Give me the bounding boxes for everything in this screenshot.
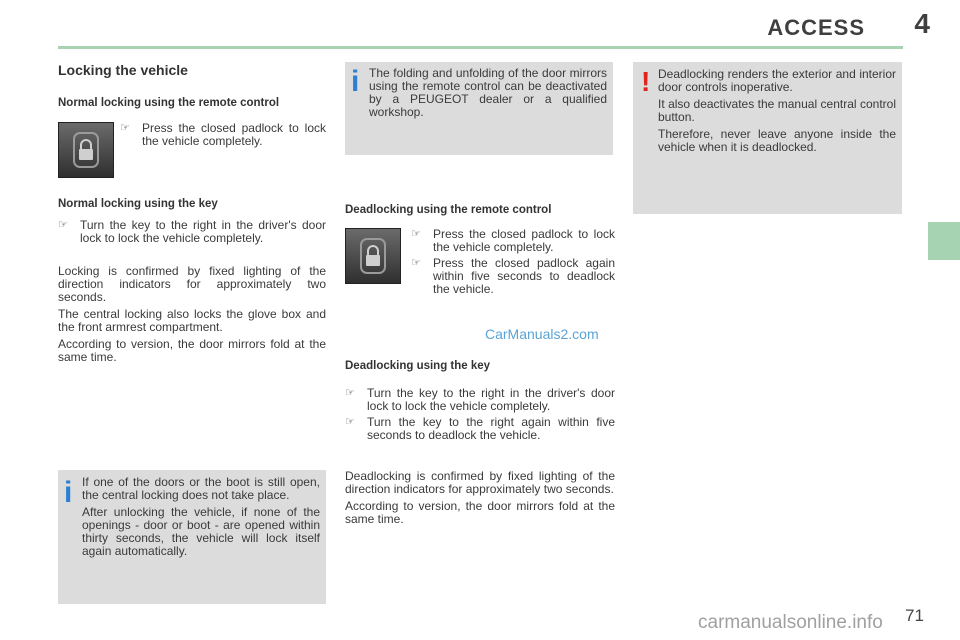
paragraph: Locking is confirmed by fixed lighting of the direction indicators for approximately two seconds. bbox=[58, 264, 326, 304]
warning-icon: ! bbox=[641, 66, 651, 97]
hand-pointer-icon: ☞ bbox=[411, 257, 421, 269]
list-item: ☞ Press the closed padlock to lock the vehicle completely. bbox=[411, 227, 615, 254]
list-item: ☞ Turn the key to the right in the driver's door lock to lock the vehicle completely. bbox=[345, 386, 615, 413]
chapter-side-tab bbox=[928, 222, 960, 260]
section-heading: Locking the vehicle bbox=[58, 62, 188, 78]
warning-text: Deadlocking renders the exterior and interior door controls inoperative. bbox=[658, 67, 896, 94]
info-icon: i bbox=[351, 65, 360, 98]
info-icon: i bbox=[64, 476, 73, 509]
chapter-title: ACCESS bbox=[767, 15, 865, 40]
list-item: ☞ Turn the key to the right in the driver's door lock to lock the vehicle completely. bbox=[58, 218, 326, 245]
hand-pointer-icon: ☞ bbox=[120, 122, 130, 134]
key-deadlocking-heading: Deadlocking using the key bbox=[345, 360, 491, 372]
remote-locking-heading: Normal locking using the remote control bbox=[58, 97, 280, 109]
list-item: ☞ Turn the key to the right again within five seconds to deadlock the vehicle. bbox=[345, 415, 615, 442]
key-locking-heading: Normal locking using the key bbox=[58, 198, 218, 210]
padlock-button-icon bbox=[58, 122, 114, 178]
list-item: ☞ Press the closed padlock again within five seconds to deadlock the vehicle. bbox=[411, 256, 615, 296]
hand-pointer-icon: ☞ bbox=[58, 219, 68, 231]
warning-box bbox=[633, 62, 902, 214]
warning-text: Therefore, never leave anyone inside the vehicle when it is deadlocked. bbox=[658, 127, 896, 154]
paragraph: Deadlocking is confirmed by fixed lighting of the direction indicators for approximately two seconds. bbox=[345, 469, 615, 496]
list-item: ☞ Press the closed padlock to lock the vehicle completely. bbox=[120, 122, 326, 175]
padlock-button-icon bbox=[345, 228, 401, 284]
hand-pointer-icon: ☞ bbox=[345, 387, 355, 399]
chapter-number: 4 bbox=[914, 8, 930, 39]
info-text: After unlocking the vehicle, if none of the openings - door or boot - are opened within thirty seconds, the vehicle will lock itself again automatically. bbox=[82, 505, 320, 558]
paragraph: The central locking also locks the glove box and the front armrest compartment. bbox=[58, 307, 326, 334]
hand-pointer-icon: ☞ bbox=[345, 416, 355, 428]
column-1 bbox=[58, 62, 326, 368]
paragraph: According to version, the door mirrors fold at the same time. bbox=[58, 337, 326, 364]
hand-pointer-icon: ☞ bbox=[411, 228, 421, 240]
warning-text: It also deactivates the manual central control button. bbox=[658, 97, 896, 124]
column-2 bbox=[345, 204, 615, 299]
column-2-key bbox=[345, 360, 615, 530]
header-divider bbox=[58, 46, 903, 49]
watermark-text: CarManuals2.com bbox=[485, 326, 599, 342]
info-text: The folding and unfolding of the door mirrors using the remote control can be deactivated by a PEUGEOT dealer or a qualified workshop. bbox=[369, 66, 607, 119]
paragraph: According to version, the door mirrors fold at the same time. bbox=[345, 499, 615, 526]
footer-watermark: carmanualsonline.info bbox=[698, 612, 883, 633]
info-text: If one of the doors or the boot is still open, the central locking does not take place. bbox=[82, 475, 320, 502]
page-number: 71 bbox=[905, 606, 924, 625]
info-box bbox=[58, 470, 326, 604]
info-box bbox=[345, 62, 613, 155]
remote-deadlocking-heading: Deadlocking using the remote control bbox=[345, 204, 552, 216]
